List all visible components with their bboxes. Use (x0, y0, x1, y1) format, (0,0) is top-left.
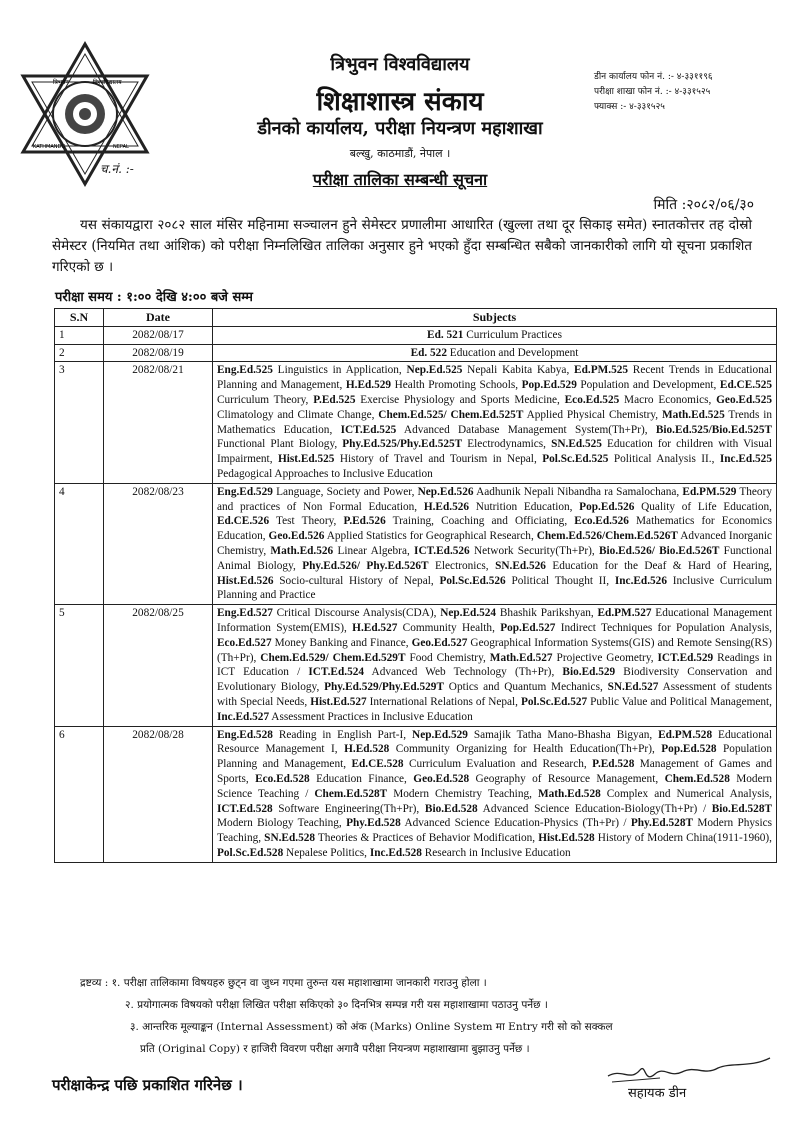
cell-sn: 3 (55, 362, 104, 483)
contact-fax: फ्याक्स :- ४-३३१५२५ (594, 102, 665, 112)
logo-text-bl: KATHMANDU (33, 144, 66, 150)
cell-date: 2082/08/25 (104, 605, 213, 726)
contact-info (594, 70, 713, 115)
note-3: ३. आन्तरिक मूल्याङ्कन (Internal Assessment) को अंक (Marks) Online System मा Entry गरी सो को सक्कल (130, 1021, 613, 1033)
note-3-cont: प्रति (Original Copy) र हाजिरी विवरण परीक्षा अगावै परीक्षा नियन्त्रण महाशाखामा बुझाउनु पर्नेछ । (140, 1043, 530, 1055)
notes (80, 972, 613, 1060)
cell-subjects: Ed. 522 Education and Development (213, 344, 777, 362)
cell-sn: 6 (55, 726, 104, 862)
intro-paragraph: यस संकायद्वारा २०८२ साल मंसिर महिनामा सञ्चालन हुने सेमेस्टर प्रणालीमा आधारित (खुल्ला तथा दूर सिकाइ समेत) स्नातकोत्तर तह दोस्रो सेमेस्टर (नियमित तथा आंशिक) को परीक्षा निम्नलिखित तालिका अनुसार हुने भएको हुँदा सम्बन्धित सबैको जानकारीको लागि यो सूचना प्रकाशित गरिएको छ । (52, 217, 752, 275)
contact-dean-phone: डीन कार्यालय फोन नं. :- ४-३३११९६ (594, 72, 713, 82)
header-sn: S.N (55, 309, 104, 327)
table-header-row (55, 309, 777, 327)
office-name: डीनको कार्यालय, परीक्षा नियन्त्रण महाशाखा (257, 118, 543, 139)
cell-sn: 2 (55, 344, 104, 362)
table-row (55, 326, 777, 344)
cell-date: 2082/08/28 (104, 726, 213, 862)
table-row (55, 483, 777, 604)
cell-sn: 1 (55, 326, 104, 344)
header-date: Date (104, 309, 213, 327)
cell-date: 2082/08/21 (104, 362, 213, 483)
logo-text-tl: त्रिभुवन (53, 79, 69, 86)
table-row (55, 362, 777, 483)
contact-exam-phone: परीक्षा शाखा फोन नं. :- ४-३३१५२५ (594, 87, 711, 97)
cell-date: 2082/08/19 (104, 344, 213, 362)
exam-time: परीक्षा समय : १:०० देखि ४:०० बजे सम्म (55, 290, 253, 305)
cell-subjects: Eng.Ed.525 Linguistics in Application, Nep.Ed.525 Nepali Kabita Kabya, Ed.PM.525 Recent Trends in Educational Planning and Management, H.Ed.529 Health Promoting Schools, Pop.Ed.529 Population and Development, Ed.CE.525 Curriculum Theory, P.Ed.525 Exercise Physiology and Sports Medicine, Eco.Ed.525 Macro Economics, Geo.Ed.525 Climatology and Climate Change, Chem.Ed.525/ Chem.Ed.525T Applied Physical Chemistry, Math.Ed.525 Trends in Mathematics Education, ICT.Ed.525 Advanced Database Management System(Th+Pr), Bio.Ed.525/Bio.Ed.525T Functional Plant Biology, Phy.Ed.525/Phy.Ed.525T Electrodynamics, SN.Ed.525 Education for children with Visual Impairment, Hist.Ed.525 History of Travel and Tourism in Nepal, Pol.Sc.Ed.525 Political Analysis II., Inc.Ed.525 Pedagogical Approaches to Inclusive Education (213, 362, 777, 483)
university-logo (15, 40, 155, 188)
cell-sn: 4 (55, 483, 104, 604)
cell-sn: 5 (55, 605, 104, 726)
exam-schedule-table (54, 308, 777, 863)
cell-date: 2082/08/23 (104, 483, 213, 604)
cell-date: 2082/08/17 (104, 326, 213, 344)
cell-subjects: Ed. 521 Curriculum Practices (213, 326, 777, 344)
signatory-title: सहायक डीन (628, 1086, 687, 1101)
cell-subjects: Eng.Ed.527 Critical Discourse Analysis(CDA), Nep.Ed.524 Bhashik Parikshyan, Ed.PM.527 Educational Management Information System(EMIS), H.Ed.527 Community Health, Pop.Ed.527 Indirect Techniques for Population Analysis, Eco.Ed.527 Money Banking and Finance, Geo.Ed.527 Geographical Information Systems(GIS) and Remote Sensing(RS) (Th+Pr), Chem.Ed.529/ Chem.Ed.529T Food Chemistry, Math.Ed.527 Projective Geometry, ICT.Ed.529 Readings in ICT Education / ICT.Ed.524 Advanced Web Technology (Th+Pr), Bio.Ed.529 Biodiversity Conservation and Evolutionary Biology, Phy.Ed.529/Phy.Ed.529T Optics and Quantum Mechanics, SN.Ed.527 Assessment of students with Special Needs, Hist.Ed.527 International Relations of Nepal, Pol.Sc.Ed.527 Public Value and Political Management, Inc.Ed.527 Assessment Practices in Inclusive Education (213, 605, 777, 726)
reference-number: च.नं. :- (100, 162, 134, 176)
notice-date: मिति :२०८२/०६/३० (653, 197, 754, 213)
cell-subjects: Eng.Ed.529 Language, Society and Power, Nep.Ed.526 Aadhunik Nepali Nibandha ra Samalochana, Ed.PM.529 Theory and practices of Non Formal Education, H.Ed.526 Nutrition Education, Pop.Ed.526 Quality of Life Education, Ed.CE.526 Test Theory, P.Ed.526 Training, Coaching and Officiating, Eco.Ed.526 Mathematics for Economics Education, Geo.Ed.526 Applied Statistics for Geographical Research, Chem.Ed.526/Chem.Ed.526T Advanced Inorganic Chemistry, Math.Ed.526 Linear Algebra, ICT.Ed.526 Network Security(Th+Pr), Bio.Ed.526/ Bio.Ed.526T Functional Animal Biology, Phy.Ed.526/ Phy.Ed.526T Electronics, SN.Ed.526 Education for the Deaf & Hard of Hearing, Hist.Ed.526 Socio-cultural History of Nepal, Pol.Sc.Ed.526 Political Thought II, Inc.Ed.526 Inclusive Curriculum Planning and Practice (213, 483, 777, 604)
office-address: बल्खु, काठमाडौं, नेपाल । (349, 147, 451, 160)
cell-subjects: Eng.Ed.528 Reading in English Part-I, Nep.Ed.529 Samajik Tatha Mano-Bhasha Bigyan, Ed.PM.528 Educational Resource Management I, H.Ed.528 Community Organizing for Health Education(Th+Pr), Pop.Ed.528 Population Planning and Management, Ed.CE.528 Curriculum Evaluation and Research, P.Ed.528 Management of Games and Sports, Eco.Ed.528 Education Finance, Geo.Ed.528 Geography of Resource Management, Chem.Ed.528 Modern Science Teaching / Chem.Ed.528T Modern Chemistry Teaching, Math.Ed.528 Complex and Numerical Analysis, ICT.Ed.528 Software Engineering(Th+Pr), Bio.Ed.528 Advanced Science Education-Biology(Th+Pr) / Bio.Ed.528T Modern Biology Teaching, Phy.Ed.528 Advanced Science Education-Physics (Th+Pr) / Phy.Ed.528T Modern Physics Teaching, SN.Ed.528 Theories & Practices of Behavior Modification, Hist.Ed.528 History of Modern China(1911-1960), Pol.Sc.Ed.528 Nepalese Politics, Inc.Ed.528 Research in Inclusive Education (213, 726, 777, 862)
header-subjects: Subjects (213, 309, 777, 327)
logo-text-tr: विश्वविद्यालय (93, 79, 122, 86)
note-1: द्रष्टव्य : १. परीक्षा तालिकामा विषयहरु छुट्न वा जुध्न गएमा तुरुन्त यस महाशाखामा जानकारी गराउनु होला । (80, 977, 487, 989)
notice-title: परीक्षा तालिका सम्बन्धी सूचना (312, 170, 488, 189)
footer-note: परीक्षाकेन्द्र पछि प्रकाशित गरिनेछ । (52, 1076, 243, 1094)
logo-text-br: NEPAL (113, 144, 129, 150)
table-row (55, 726, 777, 862)
note-2: २. प्रयोगात्मक विषयको परीक्षा लिखित परीक्षा सकिएको ३० दिनभित्र सम्पन्न गरी यस महाशाखामा पठाउनु पर्नेछ । (125, 999, 548, 1011)
signature (600, 1048, 780, 1108)
university-name: त्रिभुवन विश्वविद्यालय (330, 54, 470, 75)
table-row (55, 605, 777, 726)
table-row (55, 344, 777, 362)
faculty-name: शिक्षाशास्त्र संकाय (316, 87, 484, 117)
